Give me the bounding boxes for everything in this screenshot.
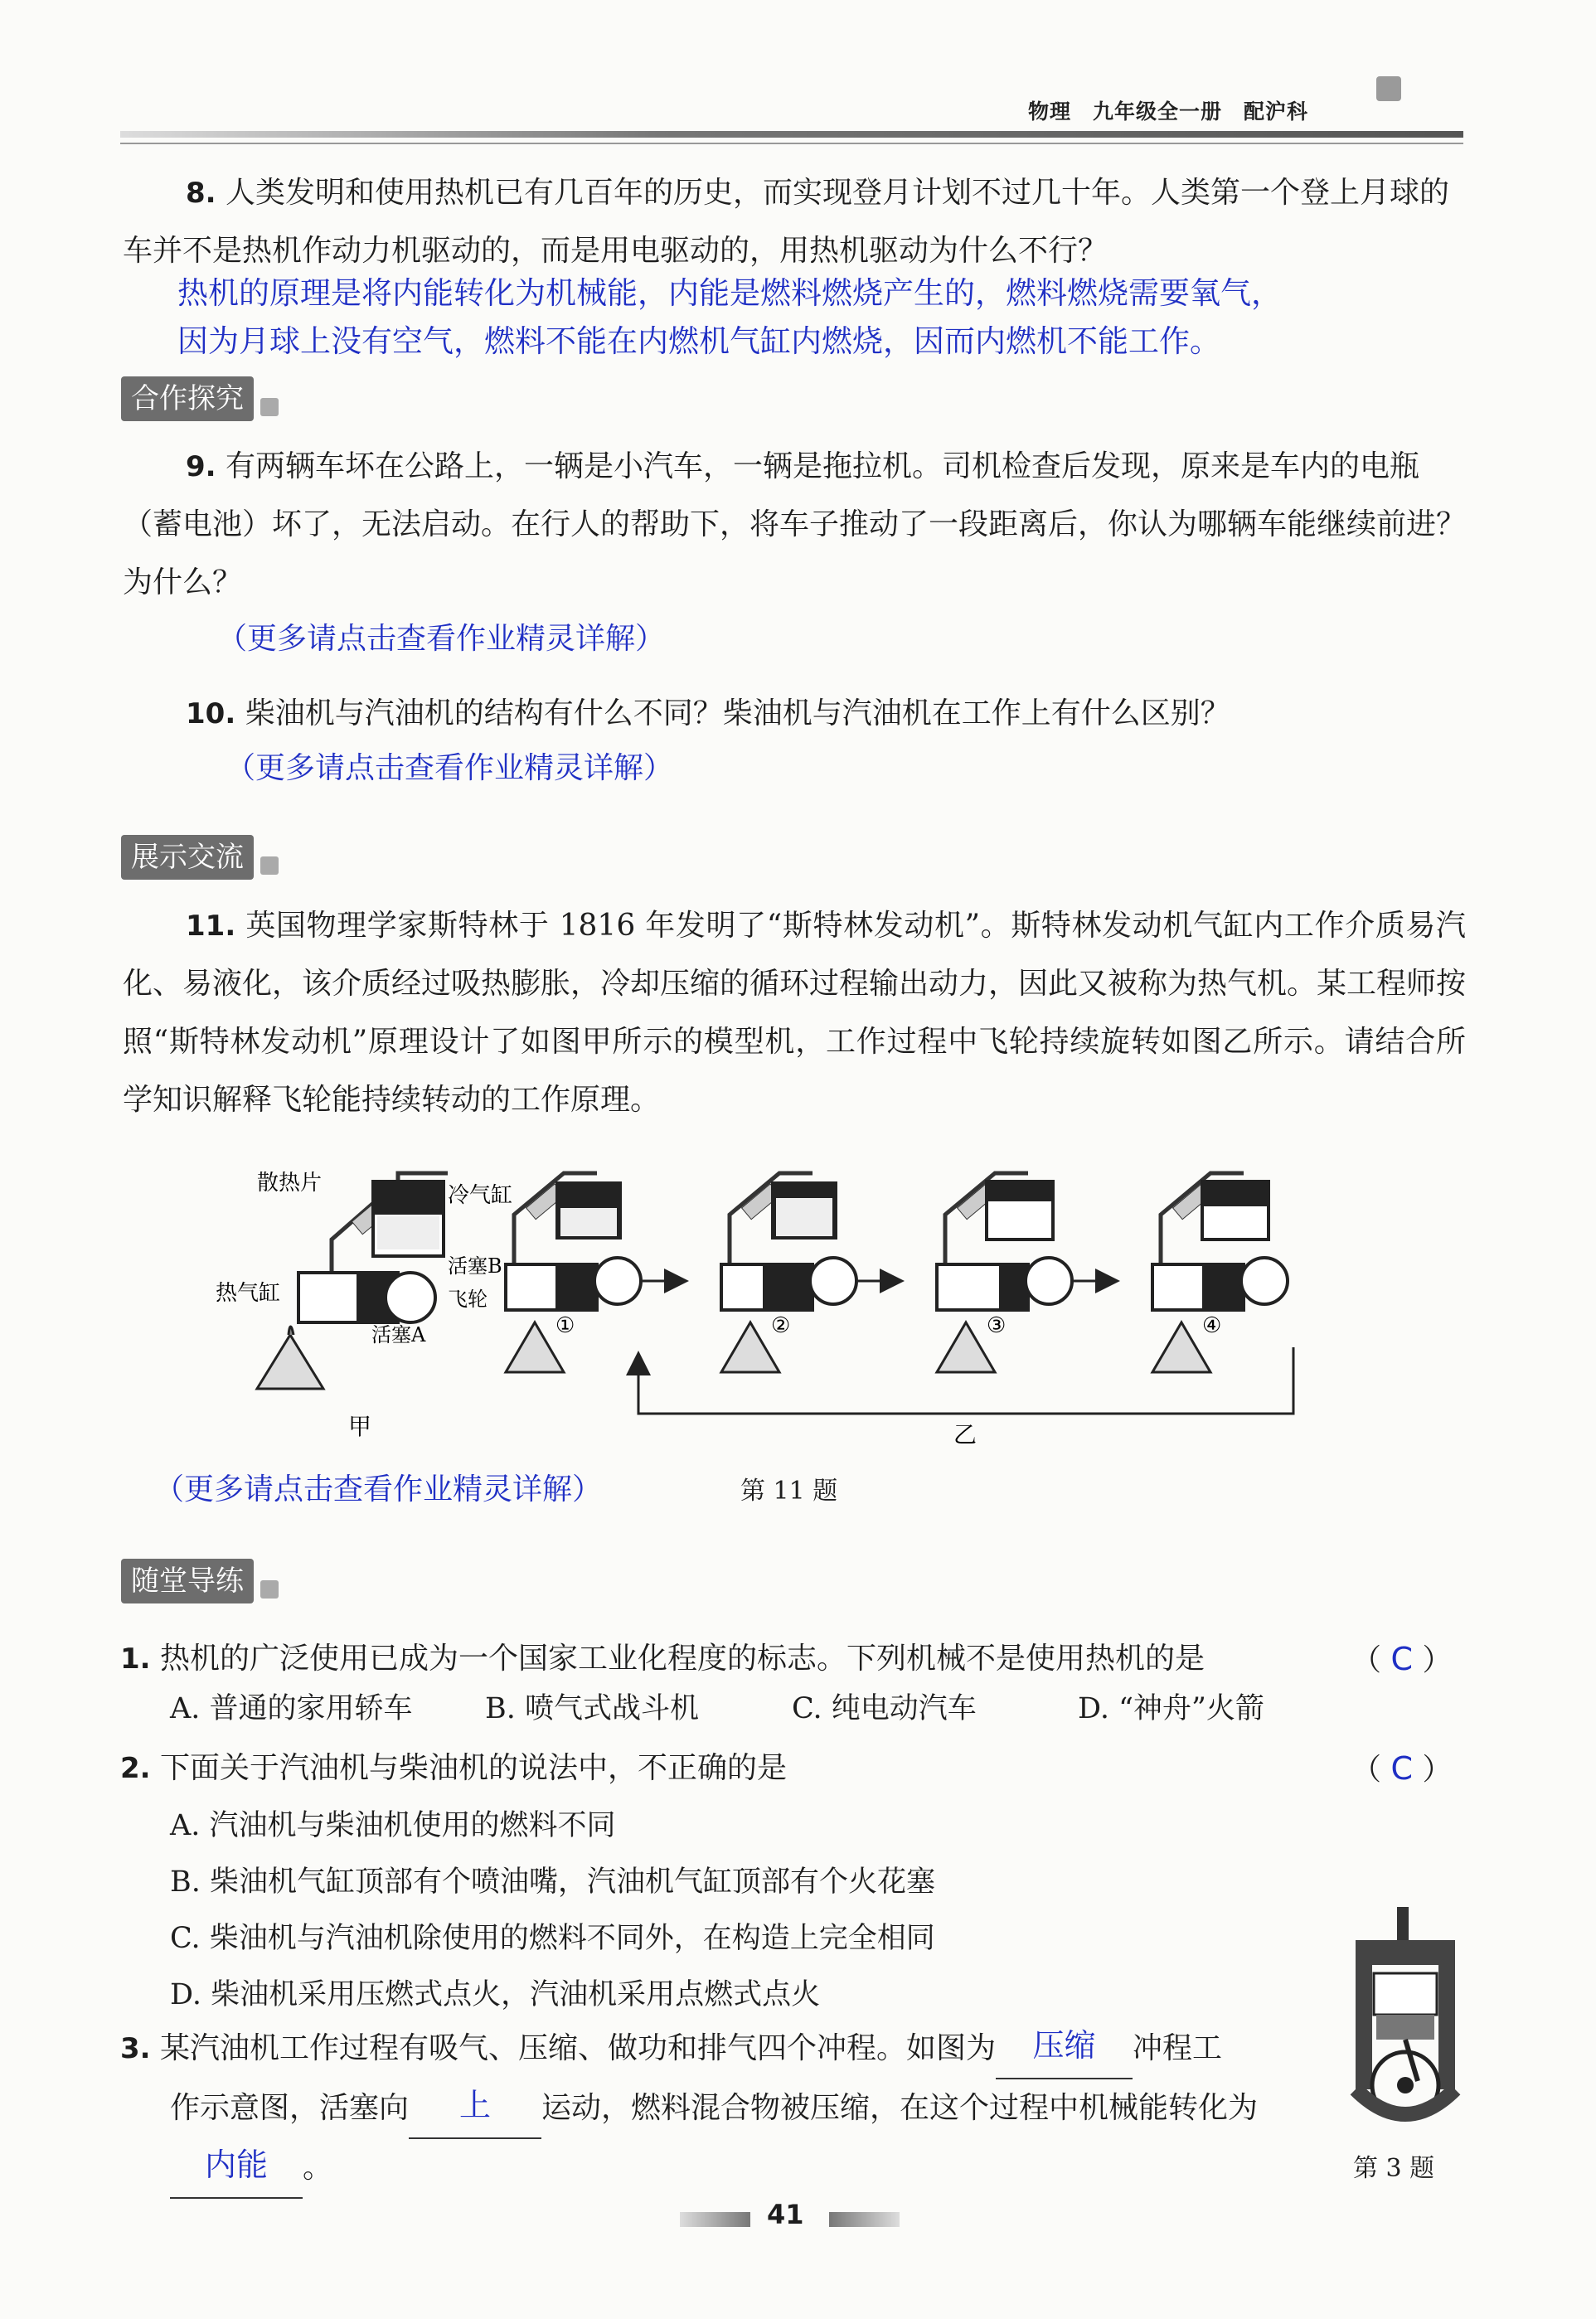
figure-caption-q11: 第 11 题 [740, 1477, 838, 1506]
label-piston-a: 活塞A [371, 1323, 426, 1346]
stage-4 [1152, 1173, 1288, 1372]
header-rule [120, 131, 1463, 138]
detail-link-q10[interactable]: （更多请点击查看作业精灵详解） [226, 751, 674, 785]
answer-choice: C [1390, 1750, 1413, 1787]
figure-panel-yi [506, 1173, 1293, 1448]
answer-bracket-p2: （ C ） [1351, 1750, 1453, 1787]
answer-blank-2[interactable]: 上 [409, 2079, 541, 2139]
question-text: 热机的广泛使用已成为一个国家工业化程度的标志。下列机械不是使用热机的是 [160, 1642, 1205, 1676]
question-number: 2. [120, 1752, 151, 1785]
question-10 [123, 685, 1466, 743]
question-number: 3. [120, 2032, 151, 2065]
question-9 [123, 438, 1466, 612]
option-a: A. 汽油机与柴油机使用的燃料不同 [170, 1809, 616, 1842]
label-cold-cylinder: 冷气缸 [448, 1183, 513, 1208]
answer-choice: C [1390, 1641, 1413, 1677]
figure-label-jia: 甲 [348, 1413, 372, 1440]
answer-8-line2: 因为月球上没有空气，燃料不能在内燃机气缸内燃烧，因而内燃机不能工作。 [177, 323, 1220, 359]
question-number: 8. [186, 177, 216, 210]
stage-1 [506, 1173, 641, 1372]
question-text: 英国物理学家斯特林于 1816 年发明了“斯特林发动机”。斯特林发动机气缸内工作介质易汽化、易液化，该介质经过吸热膨胀，冷却压缩的循环过程输出动力，因此又被称为热气机。某工程师按照“斯特林发动机”原理设计了如图甲所示的模型机，工作过程中飞轮持续旋转如图乙所示。请结合所学知识解释飞轮能持续转动的工作原理。 [123, 909, 1467, 1117]
practice-1 [120, 1630, 1467, 1688]
options-p2 [170, 1797, 935, 2023]
footer-bar-right [829, 2212, 900, 2227]
label-flywheel: 飞轮 [448, 1288, 488, 1311]
figure-caption-p3: 第 3 题 [1353, 2154, 1435, 2183]
practice-2 [120, 1739, 1364, 1797]
option-a: A. 普通的家用轿车 [170, 1692, 413, 1725]
label-hot-cylinder: 热气缸 [216, 1281, 281, 1306]
step-marker: ② [771, 1313, 791, 1338]
step-marker: ③ [987, 1313, 1007, 1338]
option-b: B. 柴油机气缸顶部有个喷油嘴，汽油机气缸顶部有个火花塞 [170, 1865, 935, 1899]
practice-3: 3. 某汽油机工作过程有吸气、压缩、做功和排气四个冲程。如图为 压缩 冲程工 作示意图，活塞向 上 运动，燃料混合物被压缩，在这个过程中机械能转化为 内能 。 [120, 2020, 1331, 2199]
question-text: 下面关于汽油机与柴油机的说法中，不正确的是 [160, 1751, 788, 1785]
stirling-engine-figure [207, 1148, 1327, 1455]
header-title: 物理 九年级全一册 配沪科 [1028, 99, 1309, 124]
question-number: 1. [120, 1642, 151, 1676]
option-d: D. “神舟”火箭 [1078, 1692, 1264, 1725]
question-text: 某汽油机工作过程有吸气、压缩、做功和排气四个冲程。如图为 [160, 2031, 997, 2065]
stage-2 [721, 1173, 856, 1372]
option-b: B. 喷气式战斗机 [485, 1692, 699, 1725]
options-p1 [170, 1683, 1463, 1734]
question-8 [123, 164, 1466, 280]
answer-blank-3[interactable]: 内能 [170, 2139, 303, 2199]
detail-link-q11[interactable]: （更多请点击查看作业精灵详解） [154, 1472, 603, 1506]
question-text: 柴油机与汽油机的结构有什么不同？柴油机与汽油机在工作上有什么区别？ [245, 696, 1230, 730]
page-number: 41 [767, 2199, 804, 2230]
question-text: 人类发明和使用热机已有几百年的历史，而实现登月计划不过几十年。人类第一个登上月球的车并不是热机作动力机驱动的，而是用电驱动的，用热机驱动为什么不行？ [123, 176, 1450, 268]
figure-panel-jia [216, 1171, 512, 1440]
answer-8-line1: 热机的原理是将内能转化为机械能，内能是燃料燃烧产生的，燃料燃烧需要氧气， [177, 275, 1282, 311]
header-rule-thin [120, 143, 1463, 144]
stage-3 [937, 1173, 1072, 1372]
label-heat-sink: 散热片 [257, 1171, 323, 1196]
question-11 [123, 897, 1466, 1129]
question-text: 有两辆车坏在公路上，一辆是小汽车，一辆是拖拉机。司机检查后发现，原来是车内的电瓶（蓄电池）坏了，无法启动。在行人的帮助下，将车子推动了一段距离后，你认为哪辆车能继续前进？为什么？ [123, 449, 1467, 599]
footer-bar-left [680, 2212, 750, 2227]
section-title-practice: 随堂导练 [121, 1559, 254, 1603]
option-d: D. 柴油机采用压燃式点火，汽油机采用点燃式点火 [170, 1978, 821, 2011]
option-c: C. 柴油机与汽油机除使用的燃料不同外，在构造上完全相同 [170, 1922, 935, 1955]
step-marker: ④ [1202, 1313, 1222, 1338]
section-title-cooperate: 合作探究 [121, 376, 254, 421]
label-piston-b: 活塞B [448, 1254, 502, 1278]
question-number: 11. [186, 910, 236, 943]
gasoline-engine-figure [1339, 1899, 1472, 2156]
step-marker: ① [555, 1313, 575, 1338]
answer-blank-1[interactable]: 压缩 [996, 2020, 1133, 2079]
question-number: 9. [186, 450, 216, 483]
answer-bracket-p1: （ C ） [1351, 1641, 1453, 1677]
figure-label-yi: 乙 [953, 1421, 977, 1448]
header-logo [1376, 76, 1401, 101]
question-number: 10. [186, 697, 236, 730]
section-title-display: 展示交流 [121, 835, 254, 880]
option-c: C. 纯电动汽车 [792, 1692, 977, 1725]
detail-link-q9[interactable]: （更多请点击查看作业精灵详解） [217, 622, 666, 656]
